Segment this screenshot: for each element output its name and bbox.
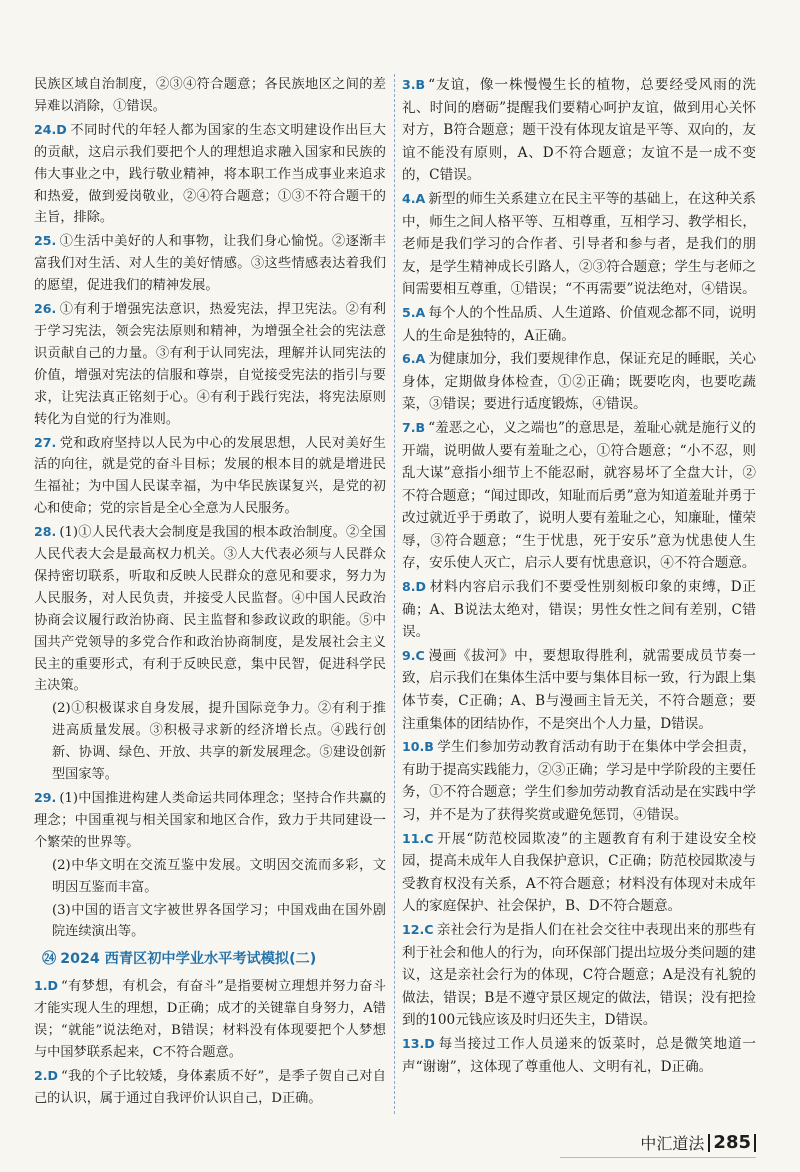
answer-text: ①有利于增强宪法意识，热爱宪法，捍卫宪法。②有利于学习宪法，领会宪法原则和精神，为增强全社会的宪法意识贡献自己的力量。③有利于认同宪法，理解并认同宪法的价值，增强对宪法的信服和尊崇，自觉接受宪法的指引与要求，让宪法真正铭刻于心。④有利于践行宪法，将宪法原则转化为自觉的行为准则。: [34, 302, 386, 427]
answer-text: 为健康加分，我们要规律作息，保证充足的睡眠，关心身体，定期做身体检查，①②正确；既要吃肉，也要吃蔬菜，③错误；要进行适度锻炼，④错误。: [402, 351, 756, 413]
answer-item: [34, 1065, 386, 1110]
answer-item: [402, 736, 756, 826]
answer-item: [34, 298, 386, 430]
answer-text: 漫画《拔河》中，要想取得胜利，就需要成员节奏一致，启示我们在集体生活中要与集体目标一致，行为跟上集体节奏，C正确；A、B与漫画主旨无关，不符合题意；要注重集体的团结协作，不是突出个人力量，D错误。: [402, 647, 756, 732]
answer-text: 学生们参加劳动教育活动有助于在集体中学会担责，有助于提高实践能力，②③正确；学习是中学阶段的主要任务，①不符合题意；学生们参加劳动教育活动是在实践中学习，并不是为了获得奖赏或避免惩罚，④错误。: [402, 739, 756, 823]
answer-text: (1)①人民代表大会制度是我国的根本政治制度。②全国人民代表大会是最高权力机关。③人大代表必须与人民群众保持密切联系，听取和反映人民群众的意见和要求，努力为人民服务，对人民负责，并接受人民监督。④中国人民政治协商会议履行政治协商、民主监督和参政议政的职能。⑤中国共产党领导的多党合作和政治协商制度，是发展社会主义民主的重要形式，有利于反映民意，集中民智，促进科学民主决策。: [34, 525, 386, 694]
answer-continuation: [34, 74, 386, 118]
answer-number: 12.C: [402, 921, 434, 937]
answer-number: 11.C: [402, 830, 434, 846]
page-number: 285: [708, 1134, 756, 1152]
section-title-text: 2024 西青区初中学业水平考试模拟(二): [60, 951, 317, 968]
answer-text: ①生活中美好的人和事物，让我们身心愉悦。②逐渐丰富我们对生活、对人生的美好情感。③这些情感表达着我们的愿望，促进我们的精神发展。: [34, 234, 386, 294]
answer-number: 24.D: [34, 121, 67, 137]
answer-number: 7.B: [402, 419, 426, 435]
answer-item: [402, 1033, 756, 1078]
answer-item: [34, 975, 386, 1064]
answer-number: 25.: [34, 233, 57, 249]
answer-item: [34, 521, 386, 697]
answer-item: [402, 302, 756, 347]
section-number-icon: ㉔: [42, 951, 57, 968]
footer-rule: [560, 1157, 756, 1158]
answer-number: 2.D: [34, 1067, 59, 1083]
answer-number: 29.: [34, 790, 57, 805]
footer-brand: 中汇道法: [640, 1134, 705, 1153]
answer-text: 不同时代的年轻人都为国家的生态文明建设作出巨大的贡献，这启示我们要把个人的理想追求融入国家和民族的伟大事业之中，践行敬业精神，将本职工作当成事业来追求和热爱，做到爱岗敬业，②④符合题意；①③不符合题干的主旨，排除。: [34, 122, 386, 226]
answer-item: [402, 417, 756, 575]
answer-number: 1.D: [34, 978, 59, 994]
answer-item: [402, 576, 756, 644]
answer-number: 6.A: [402, 351, 426, 367]
column-divider: [394, 74, 395, 1114]
answer-text: (1)中国推进构建人类命运共同体理念；坚持合作共赢的理念；中国重视与相关国家和地区合作，致力于共同建设一个繁荣的世界等。: [34, 791, 386, 850]
answer-text: “友谊，像一株慢慢生长的植物，总要经受风雨的洗礼、时间的磨砺”提醒我们要精心呵护友谊，做到用心关怀对方，B符合题意；题干没有体现友谊是平等、双向的，友谊不能没有原则，A、D不符合题意；友谊不是一成不变的，C错误。: [402, 77, 756, 184]
answer-item: [34, 230, 386, 297]
answer-text: 每个人的个性品质、人生道路、价值观念都不同，说明人的生命是独特的，A正确。: [402, 304, 756, 344]
answer-text: 每当接过工作人员递来的饭菜时，总是微笑地道一声“谢谢”，这体现了尊重他人、文明有礼，D正确。: [402, 1035, 756, 1075]
answer-text: 开展“防范校园欺凌”的主题教育有利于建设安全校园，提高未成年人自我保护意识，C正确；防范校园欺凌与受教育权没有关系，A不符合题意；材料没有体现对未成年人的家庭保护、社会保护，B、D不符合题意。: [402, 830, 756, 915]
answer-item: [402, 919, 756, 1032]
right-column: [402, 74, 756, 1116]
answer-item: [402, 828, 756, 918]
answer-item: [402, 645, 756, 735]
answer-continuation: [34, 900, 386, 944]
left-column: [34, 74, 386, 1116]
answer-number: 3.B: [402, 77, 426, 92]
answer-item: [402, 74, 756, 187]
answer-text: “我的个子比较矮，身体素质不好”，是季子贺自己对自己的认识，属于通过自我评价认识自己，D正确。: [34, 1068, 386, 1106]
answer-number: 13.D: [402, 1035, 435, 1051]
answer-continuation: [34, 855, 386, 899]
answer-number: 27.: [34, 434, 57, 450]
answer-number: 5.A: [402, 304, 426, 320]
answer-number: 26.: [34, 301, 57, 317]
answer-text: 材料内容启示我们不要受性别刻板印象的束缚，D正确；A、B说法太绝对，错误；男性女性之间有差别，C错误。: [402, 579, 756, 641]
answer-text: 新型的师生关系建立在民主平等的基础上，在这种关系中，师生之间人格平等、互相尊重，互相学习、教学相长，老师是我们学习的合作者、引导者和参与者，是我们的朋友，是学生精神成长引路人，②③符合题意；学生与老师之间需要相互尊重，①错误；“不再需要”说法绝对，④错误。: [402, 190, 756, 298]
section-title: [42, 949, 386, 971]
answer-number: 4.A: [402, 190, 426, 206]
answer-item: [402, 188, 756, 301]
answer-item: [34, 119, 386, 230]
answer-text: (2)中华文明在交流互鉴中发展。文明因交流而多彩，文明因互鉴而丰富。: [52, 857, 386, 895]
answer-text: (2)①积极谋求自身发展，提升国际竞争力。②有利于推进高质量发展。③积极寻求新的经济增长点。④践行创新、协调、绿色、开放、共享的新发展理念。⑤建设创新型国家等。: [52, 701, 386, 783]
answer-item: [402, 348, 756, 416]
answer-text: “有梦想，有机会，有奋斗”是指要树立理想并努力奋斗才能实现人生的理想，D正确；成才的关键靠自身努力，A错误；“就能”说法绝对，B错误；材料没有体现要把个人梦想与中国梦联系起来，C不符合题意。: [34, 979, 386, 1060]
answer-continuation: [34, 698, 386, 786]
answer-item: [34, 432, 386, 521]
answer-number: 28.: [34, 524, 57, 540]
answer-text: 亲社会行为是指人们在社会交往中表现出来的那些有利于社会和他人的行为，向环保部门提出垃圾分类问题的建议，这是亲社会行为的体现，C符合题意；A是没有礼貌的做法，错误；B是不遵守景区规定的做法，错误；没有把捡到的100元钱应该及时归还失主，D错误。: [402, 921, 756, 1029]
page-footer: [640, 1131, 756, 1154]
answer-number: 10.B: [402, 739, 434, 755]
answer-item: [34, 787, 386, 854]
answer-text: 民族区域自治制度，②③④符合题意；各民族地区之间的差异难以消除，①错误。: [34, 77, 386, 114]
answer-number: 8.D: [402, 579, 427, 595]
answer-text: “羞恶之心，义之端也”的意思是，羞耻心就是施行义的开端，说明做人要有羞耻之心，①符合题意；“小不忍，则乱大谋”意指小细节上不能忍耐，就容易坏了全盘大计，②不符合题意；“闻过即改，知耻而后勇”意为知道羞耻并勇于改过就近乎于勇敢了，说明人要有羞耻之心，知廉耻，懂荣辱，③符合题意；“生于忧患，死于安乐”意为忧患使人生存，安乐使人灭亡，启示人要有忧患意识，④不符合题意。: [402, 419, 756, 572]
answer-text: (3)中国的语言文字被世界各国学习；中国戏曲在国外剧院连续演出等。: [52, 902, 386, 940]
answer-text: 党和政府坚持以人民为中心的发展思想，人民对美好生活的向往，就是党的奋斗目标；发展的根本目的就是增进民生福祉；为中国人民谋幸福，为中华民族谋复兴，是党的初心和使命；党的宗旨是全心全意为人民服务。: [34, 435, 386, 517]
answer-number: 9.C: [402, 647, 425, 663]
